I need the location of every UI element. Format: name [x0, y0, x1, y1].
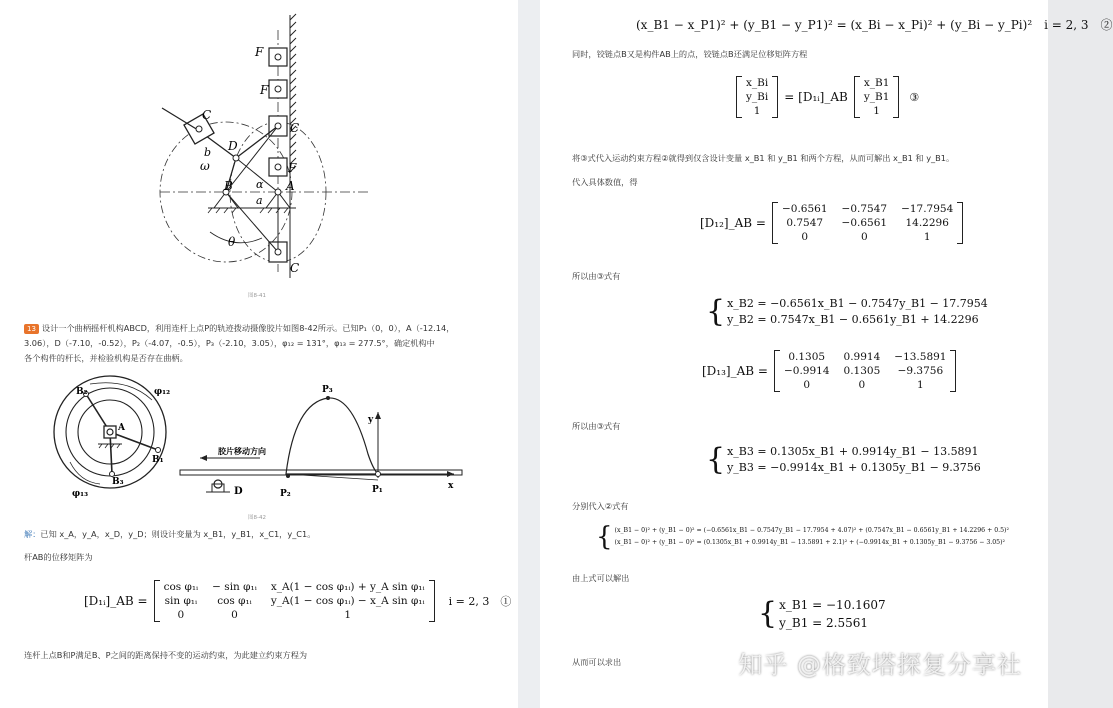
label-B: B	[224, 179, 233, 193]
system-3-line-1: (x_B1 − 0)² + (y_B1 − 0)² = (−0.6561x_B1 − 0.7547y_B1 − 17.7954 + 4.07)² + (0.7547x_B1 − 0.6561y_B1 + 14.2296 + 0.5)²	[614, 527, 1009, 534]
d12-cell-2-1: 0	[860, 231, 868, 243]
solution-x: x_B1 = −10.1607	[779, 598, 886, 612]
text-1: 同时，铰链点B又是构件AB上的点，铰链点B还满足位移矩阵方程	[572, 49, 808, 59]
displacement-cell-2-1: 0	[231, 609, 238, 621]
eq3-lhs-cell-2-0: 1	[753, 105, 761, 117]
displacement-lhs: [D₁ᵢ]_AB =	[84, 594, 148, 608]
text-4: 所以由③式有	[572, 271, 621, 281]
displacement-matrix-equation	[84, 580, 511, 622]
d13-cell-0-1: 0.9914	[843, 351, 881, 363]
d13-cell-2-0: 0	[803, 379, 811, 391]
d12-cell-0-2: −17.7954	[901, 203, 954, 215]
system-3-line-2: (x_B1 − 0)² + (y_B1 − 0)² = (0.1305x_B1 + 0.9914y_B1 − 13.5891 + 2.1)² + (−0.9914x_B1 + 0.1305y_B1 − 9.3756 − 3.05)²	[614, 539, 1006, 546]
displacement-intro: 杆AB的位移矩阵为	[24, 552, 93, 562]
eq3-lhs-vector	[742, 76, 772, 118]
label-C1: C	[290, 261, 300, 275]
label-phi12: φ₁₂	[154, 387, 171, 397]
displacement-cell-0-1: − sin φ₁ᵢ	[212, 581, 257, 593]
d12-cell-1-1: −0.6561	[841, 217, 888, 229]
displacement-cell-0-0: cos φ₁ᵢ	[163, 581, 199, 593]
d13-cell-0-0: 0.1305	[788, 351, 826, 363]
eq3-lhs-cell-1-0: y_Bi	[746, 91, 769, 103]
d13-matrix-equation	[702, 350, 956, 392]
page-gutter	[518, 0, 540, 708]
eq3-rhs-cell-2-0: 1	[873, 105, 880, 117]
displacement-cell-1-1: cos φ₁ᵢ	[217, 595, 252, 607]
displacement-cell-1-0: sin φ₁ᵢ	[164, 595, 198, 607]
problem-line-1: 13 设计一个曲柄摇杆机构ABCD，利用连杆上点P的轨迹拨动摄像胶片如图8-42所示。已知P₁（0，0），A（-12.14，	[24, 322, 454, 335]
system-1-line-1: x_B2 = −0.6561x_B1 − 0.7547y_B1 − 17.7954	[727, 297, 988, 310]
label-F1: F	[288, 161, 297, 175]
label-D-fig42: D	[234, 486, 243, 497]
d12-cell-1-0: 0.7547	[786, 217, 824, 229]
label-b: b	[204, 146, 212, 159]
figure-8-41	[150, 10, 380, 280]
text-6: 分别代入②式有	[572, 501, 629, 511]
system-3: { (x_B1 − 0)² + (y_B1 − 0)² = (−0.6561x_B1 − 0.7547y_B1 − 17.7954 + 4.07)² + (0.7547x_B1 − 0.6561y_B1 + 14.2296 + 0.5)² (x_B1 − 0)² + (y_B1 − 0)² = (0.1305x_B1 + 0.9914y_B1 − 13.5891 + 2.1)² + (−0.9914x_B1 + 0.1305y_B1 − 9.3756 − 3.05)²	[596, 522, 1009, 552]
label-P3: P₃	[322, 385, 333, 395]
d12-cell-2-0: 0	[801, 231, 809, 243]
system-1-line-2: y_B2 = 0.7547x_B1 − 0.6561y_B1 + 14.2296	[727, 313, 979, 326]
eq3-number: ③	[909, 90, 920, 104]
label-omega: ω	[200, 159, 210, 173]
label-C2: C	[290, 121, 300, 135]
d12-cell-1-2: 14.2296	[905, 217, 949, 229]
eq3-rhs-cell-1-0: y_B1	[863, 91, 890, 103]
watermark: 知乎 @格致塔探复分享社	[738, 651, 1022, 679]
label-F: F	[260, 83, 269, 97]
d12-cell-0-0: −0.6561	[781, 203, 828, 215]
displacement-cell-2-0: 0	[177, 609, 185, 621]
label-phi13: φ₁₃	[72, 489, 89, 499]
label-y: y	[368, 415, 374, 425]
system-2: { x_B3 = 0.1305x_B1 + 0.9914y_B1 − 13.5891 y_B3 = −0.9914x_B1 + 0.1305y_B1 − 9.3756	[706, 442, 981, 477]
label-alpha: α	[256, 178, 264, 191]
problem-line-3: 各个构件的杆长，并检验机构是否存在曲柄。	[24, 353, 188, 363]
left-page	[0, 0, 518, 708]
system-2-line-2: y_B3 = −0.9914x_B1 + 0.1305y_B1 − 9.3756	[727, 461, 981, 474]
d12-matrix-equation	[700, 202, 963, 244]
equation-2: (x_B1 − x_P1)² + (y_B1 − y_P1)² = (x_Bi − x_Pi)² + (y_Bi − y_Pi)² i = 2, 3 ②	[636, 18, 1113, 32]
displacement-matrix	[160, 580, 429, 622]
d12-cell-0-1: −0.7547	[841, 203, 888, 215]
label-theta: θ	[228, 235, 236, 249]
eq3-lhs-cell-0-0: x_Bi	[746, 77, 769, 89]
solution-y: y_B1 = 2.5561	[779, 616, 868, 630]
solution-system: { x_B1 = −10.1607 y_B1 = 2.5561	[758, 596, 886, 631]
eq3-mid: = [D₁ᵢ]_AB	[784, 90, 848, 104]
d12-lhs: [D₁₂]_AB =	[700, 216, 766, 230]
label-B1: B₁	[152, 455, 164, 465]
right-page	[540, 0, 1113, 708]
label-P2: P₂	[280, 489, 291, 499]
problem-number-badge: 13	[24, 324, 39, 334]
d13-cell-2-1: 0	[858, 379, 866, 391]
solution-line-1: 解：已知 x_A，y_A，x_D，y_D；则设计变量为 x_B1，y_B1，x_C1，y_C1。	[24, 529, 316, 539]
label-B2: B₂	[76, 387, 88, 397]
problem-line-2: 3.06），D（-7.10，-0.52），P₂（-4.07，-0.5），P₃（-2.10，3.05），φ₁₂ = 131°，φ₁₃ = 277.5°，确定机构中	[24, 338, 435, 348]
label-A: A	[286, 179, 295, 193]
label-x: x	[448, 481, 454, 491]
system-1: { x_B2 = −0.6561x_B1 − 0.7547y_B1 − 17.7954 y_B2 = 0.7547x_B1 − 0.6561y_B1 + 14.2296	[706, 294, 988, 329]
displacement-index: i = 2, 3 ①	[448, 595, 512, 608]
d12-cell-2-2: 1	[923, 231, 931, 243]
constraint-text: 连杆上点B和P满足B、P之间的距离保持不变的运动约束，为此建立约束方程为	[24, 650, 308, 660]
system-2-line-1: x_B3 = 0.1305x_B1 + 0.9914y_B1 − 13.5891	[727, 445, 979, 458]
label-C: C	[202, 108, 212, 122]
figure-8-41-caption: 图8-41	[248, 293, 266, 299]
d13-cell-0-2: −13.5891	[894, 351, 947, 363]
d13-lhs: [D₁₃]_AB =	[702, 364, 768, 378]
text-8: 从而可以求出	[572, 657, 622, 667]
figure-8-42-caption: 图8-42	[248, 515, 266, 521]
wall-hatch	[290, 14, 296, 278]
text-3: 代入具体数值，得	[572, 177, 638, 187]
text-5: 所以由③式有	[572, 421, 621, 431]
eq3-rhs-vector	[860, 76, 894, 118]
label-D: D	[228, 139, 238, 153]
d13-cell-2-2: 1	[917, 379, 924, 391]
d13-matrix	[780, 350, 951, 392]
text-7: 由上式可以解出	[572, 573, 630, 583]
displacement-cell-0-2: x_A(1 − cos φ₁ᵢ) + y_A sin φ₁ᵢ	[270, 581, 425, 593]
d13-cell-1-0: −0.9914	[783, 365, 830, 377]
eq3-rhs-cell-0-0: x_B1	[863, 77, 890, 89]
d12-matrix	[778, 202, 957, 244]
d13-cell-1-1: 0.1305	[843, 365, 881, 377]
text-2: 将③式代入运动约束方程②就得到仅含设计变量 x_B1 和 y_B1 和两个方程，从而可解出 x_B1 和 y_B1。	[572, 153, 955, 163]
label-P1: P₁	[372, 485, 383, 495]
figure-8-42	[50, 372, 470, 510]
label-F2: F	[255, 45, 264, 59]
equation-3	[736, 76, 919, 118]
label-A-fig42: A	[118, 423, 125, 433]
label-B3: B₃	[112, 477, 124, 487]
label-a: a	[256, 194, 263, 207]
displacement-cell-1-2: y_A(1 − cos φ₁ᵢ) − x_A sin φ₁ᵢ	[270, 595, 425, 607]
d13-cell-1-2: −9.3756	[897, 365, 944, 377]
film-direction-label: 胶片移动方向	[218, 446, 266, 456]
displacement-cell-2-2: 1	[344, 609, 352, 621]
